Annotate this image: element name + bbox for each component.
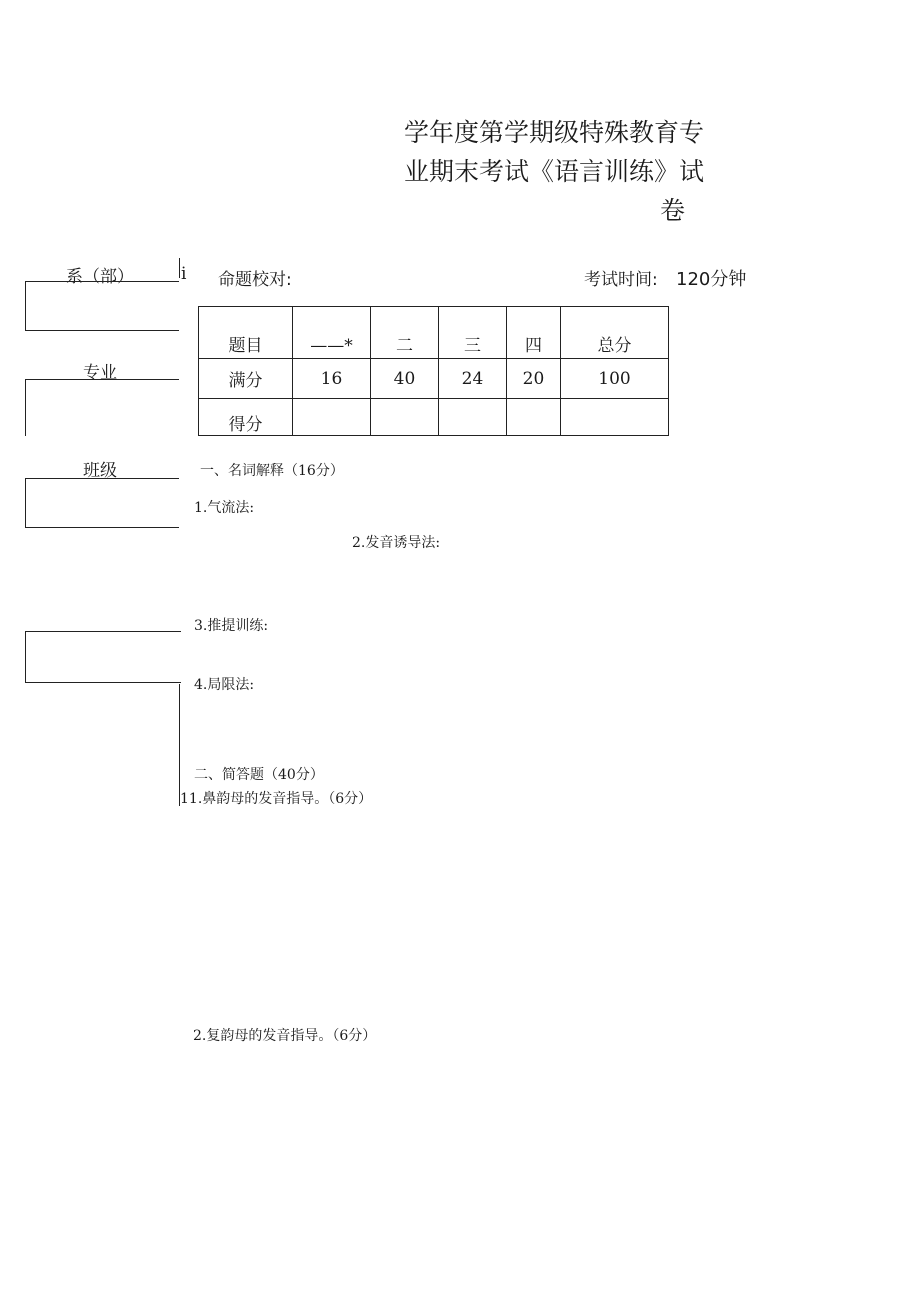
class-field[interactable] [25, 478, 179, 528]
score-header-cell: ——* [293, 307, 371, 359]
header-marker: i [181, 264, 187, 284]
full-score-cell: 24 [439, 359, 507, 399]
score-header-cell: 总分 [561, 307, 669, 359]
got-score-cell[interactable] [561, 399, 669, 436]
score-header-row [199, 307, 669, 359]
section-1-title: 一、名词解释（16分） [200, 463, 344, 479]
score-header-cell: 二 [371, 307, 439, 359]
score-header-cell: 三 [439, 307, 507, 359]
question-2-1: 11.鼻韵母的发音指导。（6分） [180, 791, 373, 807]
major-field[interactable] [25, 379, 179, 436]
full-score-cell: 100 [561, 359, 669, 399]
proofread-label: 命题校对: [218, 270, 292, 290]
question-1-4: 4.局限法: [194, 677, 255, 693]
got-score-cell[interactable] [293, 399, 371, 436]
exam-time-value: 120分钟 [676, 269, 747, 290]
binding-rule-top [179, 258, 180, 278]
got-score-label: 得分 [199, 399, 293, 436]
major-label: 专业 [83, 363, 117, 383]
full-score-cell: 40 [371, 359, 439, 399]
score-header-cell: 题目 [199, 307, 293, 359]
full-score-cell: 20 [507, 359, 561, 399]
got-score-cell[interactable] [507, 399, 561, 436]
score-table [198, 306, 669, 436]
got-score-cell[interactable] [439, 399, 507, 436]
got-score-row [199, 399, 669, 436]
question-1-2: 2.发音诱导法: [352, 535, 441, 551]
name-field[interactable] [25, 631, 181, 683]
full-score-row [199, 359, 669, 399]
class-label: 班级 [83, 461, 117, 481]
score-header-cell: 四 [507, 307, 561, 359]
full-score-cell: 16 [293, 359, 371, 399]
question-2-2: 2.复韵母的发音指导。（6分） [193, 1028, 377, 1044]
question-1-3: 3.推提训练: [194, 618, 269, 634]
got-score-cell[interactable] [371, 399, 439, 436]
title-line-2: 业期末考试《语言训练》试 [404, 157, 705, 186]
question-1-1: 1.气流法: [194, 500, 255, 516]
exam-time-label: 考试时间: [584, 270, 658, 290]
department-field[interactable] [25, 281, 179, 331]
full-score-cell: 满分 [199, 359, 293, 399]
title-line-1: 学年度第学期级特殊教育专 [404, 118, 705, 147]
section-2-title: 二、简答题（40分） [194, 767, 324, 783]
title-line-3: 卷 [660, 196, 686, 225]
department-label: 系（部） [66, 267, 134, 287]
